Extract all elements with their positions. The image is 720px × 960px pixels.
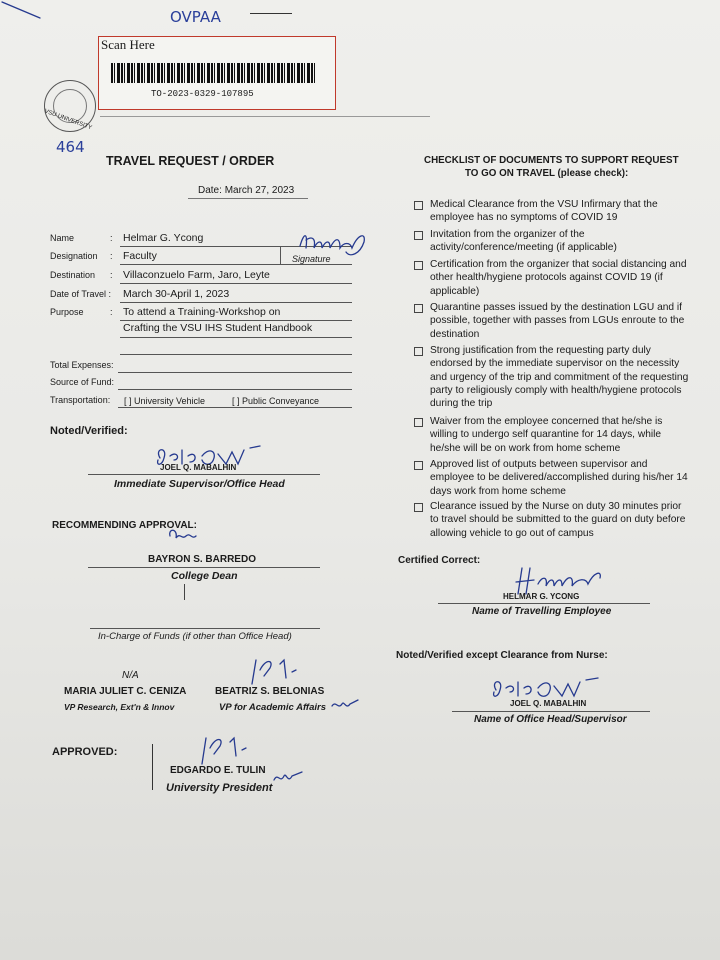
name-value: Helmar G. Ycong — [123, 232, 204, 244]
checklist-item[interactable]: Approved list of outputs between supervisor and employee to be delivered/accomplished during his/her 14 days work from home scheme — [414, 458, 690, 498]
destination-value: Villaconzuelo Farm, Jaro, Leyte — [123, 269, 270, 281]
pen-stroke — [152, 744, 153, 790]
employee-signature — [296, 226, 376, 264]
total-expenses-label: Total Expenses: — [50, 360, 114, 370]
colon: : — [110, 270, 113, 280]
pen-stroke — [250, 13, 292, 14]
checkbox[interactable] — [414, 503, 423, 512]
noted-verified-label: Noted/Verified: — [50, 425, 128, 437]
noted-except-label: Noted/Verified except Clearance from Nurse: — [396, 650, 608, 661]
scan-box[interactable] — [98, 36, 336, 110]
rule — [120, 337, 352, 338]
rule — [120, 354, 352, 355]
purpose-label: Purpose — [50, 307, 84, 317]
checkbox[interactable] — [414, 231, 423, 240]
rule — [120, 283, 352, 284]
rule — [452, 711, 650, 712]
rule — [120, 320, 352, 321]
purpose-line-2: Crafting the VSU IHS Student Handbook — [123, 322, 313, 334]
scan-here-label: Scan Here — [101, 37, 155, 52]
checklist-item[interactable]: Clearance issued by the Nurse on duty 30 minutes prior to travel should be submitted to the guard on duty before allowing vehicle to go out of campus — [414, 500, 690, 540]
form-date: Date: March 27, 2023 — [198, 185, 295, 196]
signature-label: Signature — [292, 254, 331, 264]
vp-academic-initial — [330, 698, 360, 714]
vp-research-na: N/A — [122, 670, 139, 681]
rule — [90, 628, 320, 629]
colon: : — [110, 233, 113, 243]
checklist-item[interactable]: Medical Clearance from the VSU Infirmary that the employee has no symptoms of COVID 19 — [414, 198, 690, 225]
vp-research-name: MARIA JULIET C. CENIZA — [64, 686, 187, 697]
scan-code: TO-2023-0329-107895 — [151, 89, 254, 99]
rule — [88, 567, 320, 568]
employee-name: HELMAR G. YCONG — [503, 592, 580, 601]
checklist-item[interactable]: Certification from the organizer that social distancing and other health/hygiene protocols against COVID 19 (if applicable) — [414, 258, 690, 298]
header-rule — [100, 116, 430, 117]
approved-label: APPROVED: — [52, 746, 118, 758]
checklist-title-1: CHECKLIST OF DOCUMENTS TO SUPPORT REQUEST — [424, 155, 679, 166]
checklist-item[interactable]: Invitation from the organizer of the activity/conference/meeting (if applicable) — [414, 228, 690, 255]
president-title: University President — [166, 782, 273, 794]
handwritten-office-note: OVPAA — [170, 8, 221, 26]
checkbox[interactable] — [414, 201, 423, 210]
transport-public-conveyance[interactable]: [ ] Public Conveyance — [232, 396, 320, 406]
checkbox[interactable] — [414, 304, 423, 313]
rule — [88, 474, 320, 475]
funds-title: In-Charge of Funds (if other than Office Head) — [98, 631, 292, 642]
head-name: JOEL Q. MABALHIN — [510, 699, 587, 708]
dean-initial — [166, 526, 206, 546]
seal-text: VSU UNIVERSITY — [43, 108, 93, 132]
checklist-title-2: TO GO ON TRAVEL (please check): — [465, 168, 629, 179]
date-of-travel-value: March 30-April 1, 2023 — [123, 288, 230, 300]
dean-name: BAYRON S. BARREDO — [148, 554, 256, 565]
rule — [118, 389, 352, 390]
vp-academic-title: VP for Academic Affairs — [219, 702, 327, 713]
vp-academic-signature — [246, 656, 326, 686]
divider — [280, 246, 281, 264]
designation-value: Faculty — [123, 250, 157, 262]
purpose-line-1: To attend a Training-Workshop on — [123, 306, 281, 318]
checklist-item[interactable]: Waiver from the employee concerned that he/she is willing to undergo self quarantine for 14 days, while he/she will be on work from home scheme — [414, 415, 690, 455]
barcode — [111, 63, 317, 83]
rule — [118, 372, 352, 373]
checkbox[interactable] — [414, 347, 423, 356]
university-seal — [44, 80, 96, 132]
president-name: EDGARDO E. TULIN — [170, 765, 266, 776]
form-title: TRAVEL REQUEST / ORDER — [106, 154, 275, 168]
employee-title: Name of Travelling Employee — [472, 606, 612, 617]
checkbox[interactable] — [414, 261, 423, 270]
designation-label: Designation — [50, 251, 98, 261]
handwritten-doc-number: 464 — [56, 138, 85, 156]
colon: : — [110, 251, 113, 261]
president-initial — [272, 770, 306, 788]
rule — [118, 407, 352, 408]
head-title: Name of Office Head/Supervisor — [474, 714, 627, 725]
name-label: Name — [50, 233, 75, 243]
date-of-travel-label: Date of Travel : — [50, 289, 112, 299]
colon: : — [110, 307, 113, 317]
transportation-label: Transportation: — [50, 395, 111, 405]
president-signature — [196, 734, 266, 766]
corner-pen-mark — [0, 0, 50, 20]
date-rule — [188, 198, 308, 199]
checkbox[interactable] — [414, 418, 423, 427]
transport-university-vehicle[interactable]: [ ] University Vehicle — [124, 396, 206, 406]
certified-correct-label: Certified Correct: — [398, 555, 481, 566]
destination-label: Destination — [50, 270, 96, 280]
dean-title: College Dean — [171, 570, 238, 582]
checklist-item[interactable]: Strong justification from the requesting party duly endorsed by the immediate supervisor on the necessity and urgency of the trip and commitment of the requesting party to religiously comply with health/hygiene protocols during the trip — [414, 344, 690, 410]
supervisor-name: JOEL Q. MABALHIN — [160, 463, 237, 472]
pen-stroke — [184, 584, 185, 600]
supervisor-title: Immediate Supervisor/Office Head — [114, 478, 285, 490]
recommending-approval-label: RECOMMENDING APPROVAL: — [52, 520, 197, 531]
checklist-item[interactable]: Quarantine passes issued by the destination LGU and if possible, together with passes from LGUs enroute to the destination — [414, 301, 690, 341]
vp-research-title: VP Research, Ext'n & Innov — [64, 702, 175, 712]
rule — [120, 264, 352, 265]
vp-academic-name: BEATRIZ S. BELONIAS — [215, 686, 325, 697]
rule — [438, 603, 650, 604]
rule — [120, 302, 352, 303]
source-of-fund-label: Source of Fund: — [50, 377, 115, 387]
checkbox[interactable] — [414, 461, 423, 470]
